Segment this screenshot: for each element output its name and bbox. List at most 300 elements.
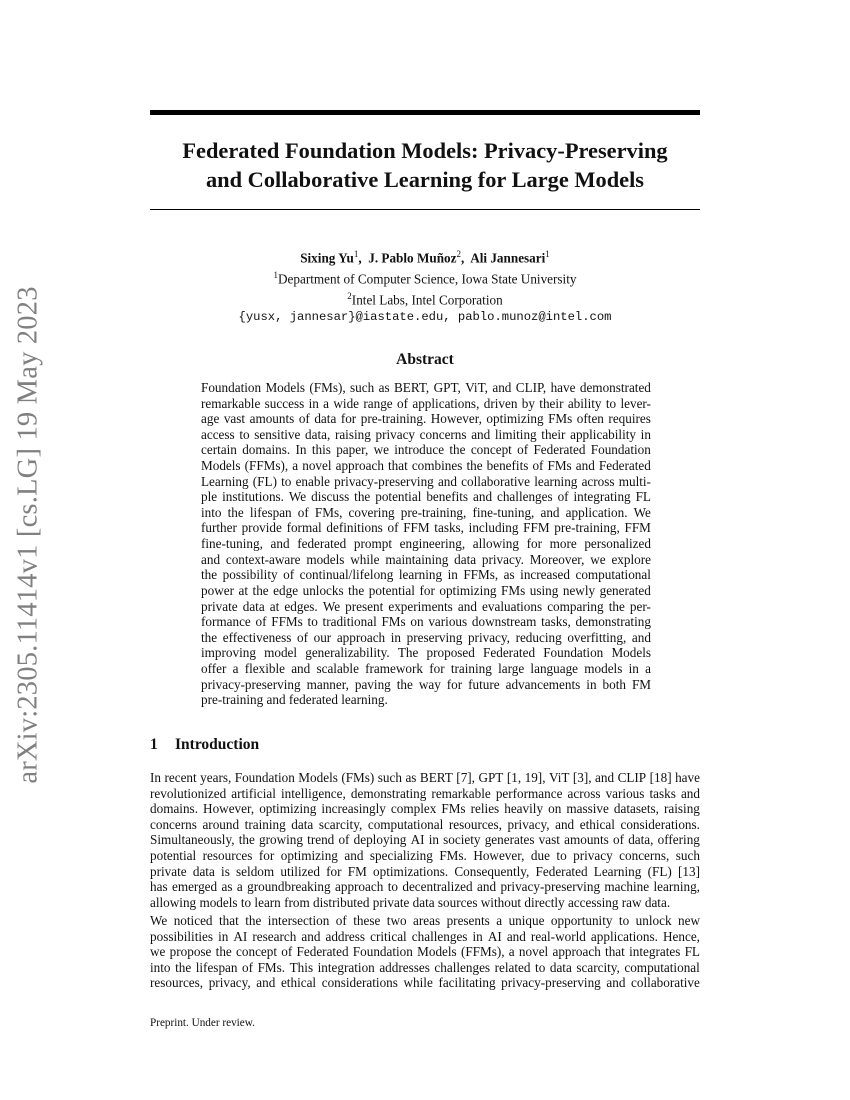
word: FFMs (271, 614, 303, 630)
word: sensitive (254, 426, 301, 442)
abstract-line (201, 614, 651, 630)
word: distributed (313, 894, 373, 910)
word: In (150, 770, 161, 785)
author-block (150, 246, 700, 325)
word: benefits (426, 489, 469, 505)
word: paving (354, 676, 391, 692)
word: of (335, 913, 347, 928)
word: their (539, 395, 564, 411)
word: resources (202, 848, 253, 864)
word: evaluations (482, 598, 543, 614)
title-bottom-rule (150, 209, 700, 210)
word: However, (430, 411, 482, 427)
word: a (323, 395, 330, 411)
word: accessing (567, 894, 622, 910)
word: raw (621, 894, 645, 910)
word: power (201, 582, 234, 598)
word: that (605, 944, 625, 960)
word: for (258, 848, 275, 864)
word: in (640, 426, 651, 442)
word: Foundation (201, 380, 262, 395)
word: and (575, 458, 595, 474)
word: privacy. (481, 551, 524, 567)
word: seldom (236, 863, 275, 879)
word: We (322, 598, 341, 614)
word: two (386, 913, 407, 928)
word: models (199, 894, 241, 910)
section-number: 1 (150, 736, 158, 753)
word: Federated (533, 442, 586, 458)
author-name: Sixing Yu (300, 250, 354, 266)
affiliation-text: Intel Labs, Intel Corporation (351, 292, 503, 308)
word: continual/lifelong (299, 567, 394, 583)
word: and (344, 848, 364, 864)
word: wide (333, 395, 360, 411)
word: integration (317, 959, 375, 975)
word: on (410, 614, 424, 630)
word: and (492, 380, 512, 395)
word: certain (201, 442, 237, 458)
word: offering (657, 832, 700, 848)
word: the (252, 582, 269, 598)
word: pre-training, (554, 520, 620, 536)
word: requires (608, 411, 651, 427)
word: increasingly (321, 801, 386, 817)
word: critical (370, 928, 407, 944)
word: [3], (572, 770, 592, 785)
word: privacy-preserving (501, 975, 601, 991)
word: definitions (326, 520, 383, 536)
word: across (567, 785, 601, 801)
word: their (541, 426, 566, 442)
word: GPT, (433, 380, 461, 395)
word: we (150, 944, 166, 960)
word: groundbreaking (247, 879, 331, 895)
word: computational (624, 959, 700, 975)
affiliation-text: Department of Computer Science, Iowa State University (278, 271, 577, 287)
word: to (618, 913, 630, 928)
word: future (468, 676, 500, 692)
word: optimizing (280, 848, 338, 864)
word: real-world (530, 928, 586, 944)
word: domains. (150, 801, 198, 817)
word: challenges (434, 959, 491, 975)
word: on (548, 801, 562, 817)
word: BERT (419, 770, 453, 785)
title-line: and Collaborative Learning for Large Models (205, 167, 645, 192)
word: raising (334, 426, 371, 442)
word: Models (298, 770, 338, 785)
word: manner, (306, 676, 349, 692)
word: a (292, 458, 299, 474)
word: the (466, 458, 483, 474)
word: Models (201, 458, 241, 474)
word: our (313, 629, 332, 645)
word: privacy, (507, 816, 550, 832)
word: novel (302, 458, 332, 474)
word: in (428, 832, 439, 848)
word: the (201, 567, 218, 583)
word: and (506, 928, 526, 944)
word: in (308, 395, 319, 411)
word: various (605, 785, 645, 801)
word: the (608, 598, 625, 614)
word: and (555, 816, 575, 832)
word: computational (367, 816, 444, 832)
word: of (613, 832, 624, 848)
word: generates (484, 832, 535, 848)
word: scalable (316, 660, 359, 676)
word: artificial (231, 785, 276, 801)
word: massive (566, 801, 609, 817)
word: the (215, 944, 232, 960)
word: raising (663, 801, 700, 817)
word: Moreover, (529, 551, 585, 567)
word: FMs, (314, 504, 343, 520)
word: at (269, 598, 280, 614)
word: Models (265, 380, 306, 395)
word: vast (538, 832, 560, 848)
abstract-line (201, 692, 651, 708)
word: approach (552, 944, 601, 960)
word: FFMs, (463, 567, 499, 583)
word: BERT, (393, 380, 430, 395)
word: has (150, 879, 168, 895)
word: data, (305, 426, 331, 442)
word: privacy, (467, 629, 510, 645)
body-line (150, 960, 700, 976)
word: privacy, (208, 975, 251, 991)
word: data, (628, 832, 654, 848)
word: and (540, 504, 560, 520)
word: and (256, 975, 276, 991)
word: FMs (441, 801, 466, 817)
word: performance (495, 785, 563, 801)
word: the (201, 629, 218, 645)
word: possibility (222, 567, 278, 583)
word: including (468, 520, 519, 536)
word: unique (508, 913, 545, 928)
abstract-line (201, 411, 651, 427)
word: computational (575, 567, 651, 583)
word: multi- (618, 473, 651, 489)
word: Foundation (590, 442, 651, 458)
word: traditional (322, 614, 377, 630)
word: age (201, 411, 220, 427)
word: AI (410, 832, 425, 848)
word: FMs (548, 411, 573, 427)
word: of (255, 614, 267, 630)
intro-paragraph-2 (150, 913, 700, 991)
word: FM (347, 863, 367, 879)
word: machine (604, 879, 650, 895)
word: federated (288, 692, 342, 708)
word: data (242, 598, 265, 614)
word: scarcity, (318, 816, 363, 832)
word: data (412, 894, 438, 910)
word: opportunity (550, 913, 613, 928)
word: intelligence, (281, 785, 346, 801)
word: applicability (570, 426, 637, 442)
word: have (550, 380, 576, 395)
word: fine-tuning, (201, 536, 263, 552)
word: offer (201, 660, 227, 676)
section-title: Introduction (175, 736, 260, 753)
word: downstream (471, 614, 537, 630)
word: amounts (249, 411, 295, 427)
word: FL (635, 489, 651, 505)
word: a (645, 660, 651, 676)
word: privacy-preserving (334, 473, 434, 489)
word: and (477, 879, 497, 895)
word: benefits (486, 458, 529, 474)
word: the (348, 582, 365, 598)
word: present (345, 598, 384, 614)
word: Foundation (352, 944, 413, 960)
abstract-line (201, 599, 651, 615)
word: (FL) (252, 473, 277, 489)
abstract-line (201, 380, 651, 396)
word: further (201, 520, 237, 536)
word: discuss (311, 489, 350, 505)
word: Federated (598, 458, 651, 474)
word: propose (169, 944, 212, 960)
abstract-heading: Abstract (396, 351, 454, 368)
word: and (595, 770, 615, 785)
word: Models (417, 944, 457, 960)
word: various (428, 614, 468, 630)
word: amounts (564, 832, 609, 848)
word: limiting (494, 426, 537, 442)
abstract-line (201, 474, 651, 490)
abstract-line (201, 677, 651, 693)
author-names: Sixing Yu$^1$, J. Pablo Muñoz$^2$, Ali Jannesari$^1$ (300, 249, 550, 266)
word: tasks, (541, 614, 571, 630)
word: increased (520, 567, 570, 583)
word: by (521, 395, 535, 411)
word: possibilities (150, 928, 214, 944)
word: formance (201, 614, 251, 630)
word: privacy-preserving (500, 879, 601, 895)
word: of (338, 832, 350, 848)
word: heavily (504, 801, 544, 817)
word: allowing (150, 894, 200, 910)
word: a (232, 660, 239, 676)
word: the (245, 913, 262, 928)
word: resources, (150, 975, 204, 991)
word: tasks, (434, 520, 464, 536)
abstract-line (201, 458, 651, 474)
word: in (472, 928, 483, 944)
word: this (311, 442, 331, 458)
word: optimizing (439, 582, 497, 598)
word: as (221, 879, 233, 895)
word: across (581, 473, 615, 489)
word: covering (348, 504, 395, 520)
abstract-line (201, 427, 651, 443)
word: intersection (267, 913, 330, 928)
word: remarkable (431, 785, 491, 801)
abstract-line (201, 489, 651, 505)
word: areas (413, 913, 441, 928)
word: growing (259, 832, 303, 848)
word: range (363, 395, 393, 411)
word: the (354, 489, 371, 505)
body-line (150, 801, 700, 817)
word: ViT (548, 770, 570, 785)
word: recent (164, 770, 197, 785)
word: data (454, 551, 477, 567)
word: data (291, 816, 314, 832)
word: edges. (284, 598, 318, 614)
word: for (446, 676, 463, 692)
word: We (288, 489, 307, 505)
word: pre-training. (360, 411, 427, 427)
author-name: J. Pablo Muñoz (368, 250, 457, 266)
word: for (419, 582, 435, 598)
abstract-line (201, 567, 651, 583)
word: FFM (624, 520, 651, 536)
word: GPT (478, 770, 504, 785)
word: approach (336, 629, 386, 645)
word: learning, (653, 879, 700, 895)
word: trend (307, 832, 335, 848)
word: Federated (535, 863, 588, 879)
word: preserving (406, 629, 463, 645)
word: to (535, 959, 546, 975)
word: FM (631, 676, 651, 692)
word: without (480, 894, 525, 910)
word: to (387, 879, 398, 895)
word: We (633, 504, 651, 520)
word: approach (335, 879, 384, 895)
word: of (283, 567, 295, 583)
word: deploying (353, 832, 407, 848)
word: around (202, 816, 240, 832)
word: utilized (280, 863, 320, 879)
word: fine-tuning, (472, 504, 535, 520)
word: private (201, 598, 238, 614)
word: and (471, 426, 491, 442)
word: such (675, 848, 700, 864)
word: lifespan (195, 959, 238, 975)
word: concept (470, 442, 512, 458)
body-line (150, 864, 700, 880)
word: context-aware (225, 551, 301, 567)
word: of (557, 489, 569, 505)
word: for (526, 536, 542, 552)
word: the (238, 832, 255, 848)
word: private (372, 894, 413, 910)
word: potential (368, 582, 415, 598)
body-line (150, 817, 700, 833)
word: driven (483, 395, 518, 411)
section-heading-introduction (150, 736, 259, 754)
affiliation-marker: 2 (456, 249, 462, 259)
word: of (532, 458, 544, 474)
word: novel (518, 944, 549, 960)
word: decentralized (402, 879, 473, 895)
word: [13] (678, 863, 700, 879)
word: improving (201, 645, 256, 661)
abstract-line (201, 583, 651, 599)
word: the (227, 504, 244, 520)
word: of (242, 959, 254, 975)
word: formal (286, 520, 322, 536)
word: [18] (649, 770, 672, 785)
word: effectiveness (222, 629, 292, 645)
word: per- (629, 598, 651, 614)
word: and (631, 629, 651, 645)
word: sources (437, 894, 481, 910)
word: federated (297, 536, 347, 552)
word: into (150, 959, 171, 975)
word: Learning (593, 863, 642, 879)
word: to (556, 848, 567, 864)
body-line (150, 848, 700, 864)
word: challenges (496, 489, 553, 505)
abstract-line (201, 442, 651, 458)
word: datasets, (613, 801, 659, 817)
word: (FFMs), (244, 458, 289, 474)
body-line (150, 913, 700, 929)
word: of (517, 442, 529, 458)
word: related (494, 959, 531, 975)
word: Federated (483, 645, 536, 661)
word: in (390, 629, 402, 645)
word: CLIP, (515, 380, 547, 395)
word: institutions. (222, 489, 284, 505)
author-emails: {yusx, jannesar}@iastate.edu, pablo.munoz@intel.com (238, 309, 612, 324)
word: remarkable (201, 395, 261, 411)
body-line (150, 944, 700, 960)
affiliation-marker: 1 (273, 269, 279, 280)
word: in (628, 660, 639, 676)
word: applications, (412, 395, 480, 411)
word: a (236, 879, 243, 895)
word: Learning (201, 473, 249, 489)
word: FMs (501, 582, 526, 598)
abstract-line (201, 630, 651, 646)
word: AI (487, 928, 502, 944)
word: to (605, 395, 617, 411)
word: we (590, 551, 606, 567)
word: Simultaneously, (150, 832, 235, 848)
word: lifespan (249, 504, 292, 520)
word: proposed (426, 645, 475, 661)
word: vast (223, 411, 246, 427)
word: have (675, 770, 700, 785)
word: concerns, (619, 848, 670, 864)
word: and (680, 785, 700, 801)
word: reducing (515, 629, 562, 645)
word: as (378, 380, 390, 395)
word: domains. (242, 442, 291, 458)
word: generalizability. (305, 645, 390, 661)
word: large (498, 660, 525, 676)
word: [1, (506, 770, 522, 785)
word: framework (365, 660, 423, 676)
word: and (270, 536, 290, 552)
word: personalized (584, 536, 651, 552)
word: from (284, 894, 314, 910)
word: data. (644, 894, 671, 910)
word: of (387, 520, 399, 536)
word: demonstrating (350, 785, 427, 801)
word: learn (254, 894, 285, 910)
word: for (340, 411, 357, 427)
word: models (584, 660, 623, 676)
